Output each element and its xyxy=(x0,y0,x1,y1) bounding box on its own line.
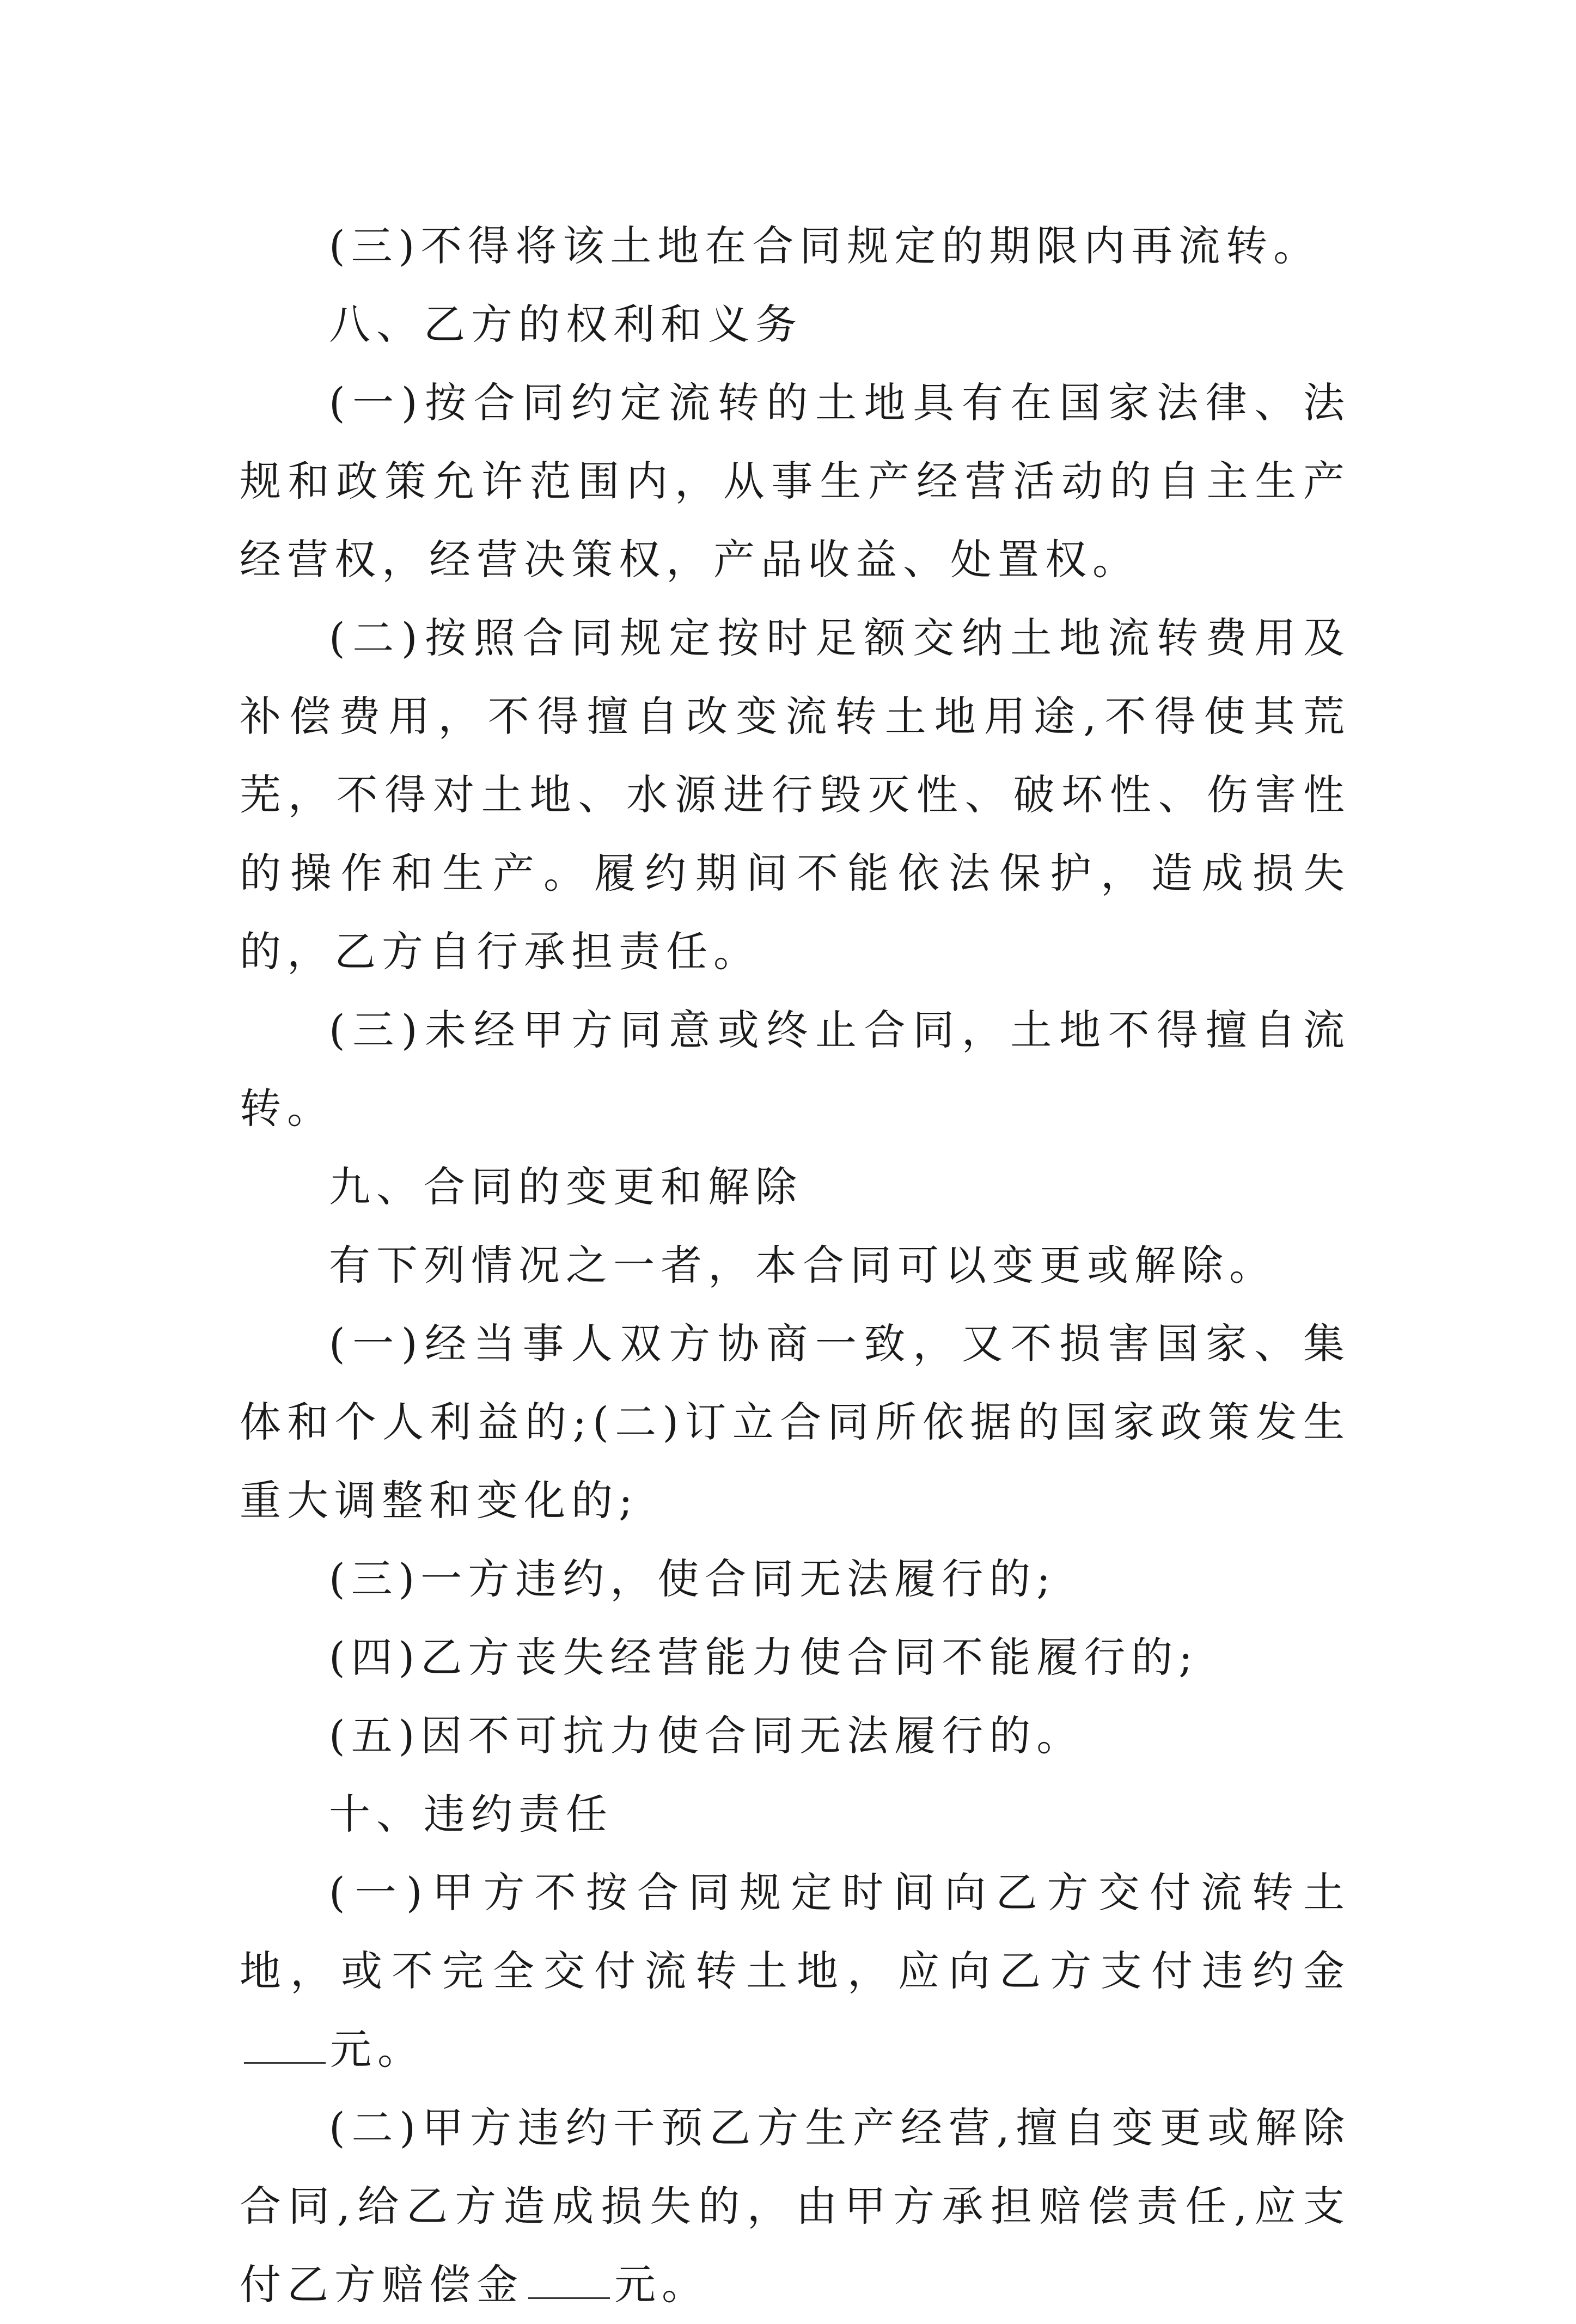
section-heading-10: 十、违约责任 xyxy=(329,1790,613,1838)
clause-10-1 xyxy=(240,1854,1351,2089)
clause-9-1-2: (一)经当事人双方协商一致，又不损害国家、集体和个人利益的;(二)订立合同所依据的国家政策发生重大调整和变化的; xyxy=(240,1319,1351,1525)
clause-8-2: (二)按照合同规定按时足额交纳土地流转费用及补偿费用，不得擅自改变流转土地用途,不得使其荒芜，不得对土地、水源进行毁灭性、破坏性、伤害性的操作和生产。履约期间不能依法保护，造成损失的，乙方自行承担责任。 xyxy=(240,614,1351,976)
clause-10-1-text: (一)甲方不按合同规定时间向乙方交付流转土地，或不完全交付流转土地，应向乙方支付违约金 xyxy=(240,1868,1351,1995)
clause-10-2-text: (二)甲方违约干预乙方生产经营,擅自变更或解除合同,给乙方造成损失的，由甲方承担赔偿责任,应支付乙方赔偿金 xyxy=(240,2103,1351,2309)
clause-8-3: (三)未经甲方同意或终止合同，土地不得擅自流转。 xyxy=(240,1006,1351,1133)
amount-blank xyxy=(244,2024,326,2064)
section-heading-9: 九、合同的变更和解除 xyxy=(329,1163,803,1211)
clause-9-5: (五)因不可抗力使合同无法履行的。 xyxy=(329,1711,1084,1760)
clause-10-1-unit: 元。 xyxy=(330,2025,425,2074)
clause-8-1: (一)按合同约定流转的土地具有在国家法律、法规和政策允许范围内，从事生产经营活动的自主生产经营权，经营决策权，产品收益、处置权。 xyxy=(240,378,1351,584)
clause-7-3: (三)不得将该土地在合同规定的期限内再流转。 xyxy=(329,222,1321,270)
section-heading-8: 八、乙方的权利和义务 xyxy=(329,300,803,348)
clause-10-2 xyxy=(240,2089,1351,2324)
clause-9-4: (四)乙方丧失经营能力使合同不能履行的; xyxy=(329,1633,1199,1681)
amount-blank xyxy=(528,2259,610,2299)
document-body xyxy=(240,207,1351,2324)
clause-10-2-unit: 元。 xyxy=(614,2260,709,2309)
clause-9-3: (三)一方违约，使合同无法履行的; xyxy=(329,1555,1056,1603)
clause-9-intro: 有下列情况之一者，本合同可以变更或解除。 xyxy=(329,1241,1276,1289)
